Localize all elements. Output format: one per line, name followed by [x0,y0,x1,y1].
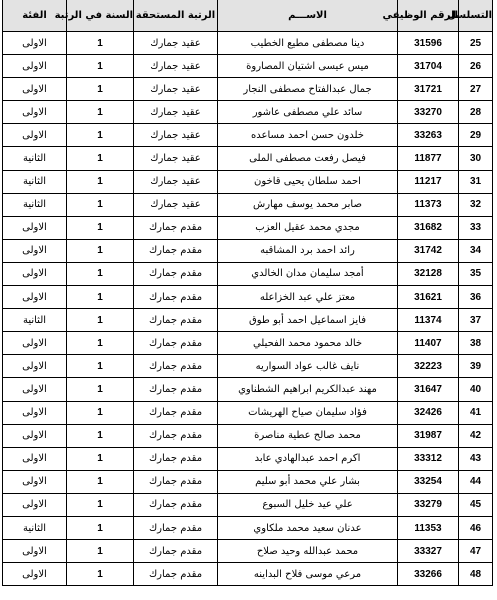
cell-name: نايف غالب عواد السواريه [218,355,398,378]
cell-name: اكرم احمد عبدالهادي عابد [218,447,398,470]
cell-year-in-rank: 1 [67,447,134,470]
cell-employee-number: 11374 [398,309,459,332]
cell-year-in-rank: 1 [67,355,134,378]
cell-rank: عقيد جمارك [134,147,218,170]
cell-seq: 32 [459,193,493,216]
cell-rank: مقدم جمارك [134,262,218,285]
cell-category: الاولى [3,447,67,470]
table-row [3,470,493,493]
cell-category: الاولى [3,32,67,55]
cell-rank: مقدم جمارك [134,239,218,262]
cell-rank: عقيد جمارك [134,101,218,124]
cell-category: الاولى [3,540,67,563]
cell-employee-number: 11877 [398,147,459,170]
table-row [3,424,493,447]
cell-seq: 26 [459,55,493,78]
cell-rank: مقدم جمارك [134,401,218,424]
cell-employee-number: 32426 [398,401,459,424]
cell-name: فيصل رفعت مصطفى الملى [218,147,398,170]
cell-rank: عقيد جمارك [134,124,218,147]
cell-year-in-rank: 1 [67,424,134,447]
table-row [3,78,493,101]
cell-seq: 45 [459,493,493,516]
cell-seq: 43 [459,447,493,470]
cell-employee-number: 11353 [398,516,459,539]
cell-year-in-rank: 1 [67,493,134,516]
cell-rank: عقيد جمارك [134,32,218,55]
cell-seq: 38 [459,332,493,355]
cell-category: الاولى [3,424,67,447]
cell-rank: مقدم جمارك [134,378,218,401]
cell-year-in-rank: 1 [67,332,134,355]
cell-employee-number: 31596 [398,32,459,55]
cell-year-in-rank: 1 [67,216,134,239]
cell-seq: 40 [459,378,493,401]
cell-year-in-rank: 1 [67,147,134,170]
table-row [3,563,493,586]
cell-category: الاولى [3,332,67,355]
cell-seq: 31 [459,170,493,193]
cell-name: محمد صالح عطية مناصرة [218,424,398,447]
cell-rank: عقيد جمارك [134,78,218,101]
cell-category: الاولى [3,355,67,378]
cell-year-in-rank: 1 [67,262,134,285]
cell-rank: مقدم جمارك [134,470,218,493]
cell-rank: مقدم جمارك [134,540,218,563]
cell-name: أمجد سليمان مدان الخالدي [218,262,398,285]
cell-seq: 29 [459,124,493,147]
table-row [3,32,493,55]
cell-seq: 48 [459,563,493,586]
cell-year-in-rank: 1 [67,239,134,262]
cell-seq: 37 [459,309,493,332]
document-page [2,0,492,600]
cell-rank: مقدم جمارك [134,563,218,586]
cell-name: مهند عبدالكريم ابراهيم الشطناوي [218,378,398,401]
cell-name: دينا مصطفى مطيع الخطيب [218,32,398,55]
cell-name: عدنان سعيد محمد ملكاوي [218,516,398,539]
cell-name: جمال عبدالفتاح مصطفى النجار [218,78,398,101]
cell-seq: 42 [459,424,493,447]
cell-name: احمد سلطان يحيى قاخون [218,170,398,193]
cell-employee-number: 33266 [398,563,459,586]
promotion-table [2,0,493,586]
cell-year-in-rank: 1 [67,470,134,493]
table-row [3,101,493,124]
cell-seq: 35 [459,262,493,285]
cell-name: رائد احمد برد المشاقبه [218,239,398,262]
table-header-row [3,0,493,32]
cell-year-in-rank: 1 [67,170,134,193]
cell-category: الثانية [3,147,67,170]
cell-category: الاولى [3,378,67,401]
table-row [3,124,493,147]
table-row [3,401,493,424]
cell-employee-number: 33279 [398,493,459,516]
cell-employee-number: 33312 [398,447,459,470]
cell-rank: عقيد جمارك [134,55,218,78]
cell-seq: 36 [459,286,493,309]
cell-name: خالد محمود محمد الفحيلي [218,332,398,355]
table-row [3,447,493,470]
table-row [3,286,493,309]
cell-category: الثانية [3,309,67,332]
cell-category: الاولى [3,124,67,147]
cell-year-in-rank: 1 [67,124,134,147]
cell-employee-number: 33254 [398,470,459,493]
cell-seq: 33 [459,216,493,239]
table-row [3,493,493,516]
cell-name: معتز علي عبد الخزاعله [218,286,398,309]
cell-seq: 41 [459,401,493,424]
table-row [3,540,493,563]
cell-name: مجدي محمد عقيل العزب [218,216,398,239]
cell-rank: مقدم جمارك [134,493,218,516]
table-row [3,193,493,216]
cell-year-in-rank: 1 [67,101,134,124]
cell-employee-number: 31621 [398,286,459,309]
cell-name: خلدون حسن احمد مساعده [218,124,398,147]
header-employee-number: الرقم الوظيفي [398,0,459,32]
cell-rank: عقيد جمارك [134,193,218,216]
cell-rank: مقدم جمارك [134,286,218,309]
cell-year-in-rank: 1 [67,563,134,586]
cell-year-in-rank: 1 [67,401,134,424]
table-row [3,239,493,262]
table-row [3,170,493,193]
cell-name: بشار علي محمد أبو سليم [218,470,398,493]
table-row [3,355,493,378]
table-row [3,262,493,285]
table-row [3,216,493,239]
cell-employee-number: 31647 [398,378,459,401]
cell-seq: 44 [459,470,493,493]
header-seq: التسلسل [459,0,493,32]
cell-employee-number: 31721 [398,78,459,101]
cell-employee-number: 33270 [398,101,459,124]
cell-seq: 27 [459,78,493,101]
cell-seq: 46 [459,516,493,539]
header-name: الاســـم [218,0,398,32]
cell-employee-number: 31987 [398,424,459,447]
cell-name: مرعي موسى فلاح البداينه [218,563,398,586]
cell-rank: مقدم جمارك [134,332,218,355]
cell-employee-number: 31704 [398,55,459,78]
cell-year-in-rank: 1 [67,309,134,332]
cell-category: الاولى [3,55,67,78]
cell-category: الاولى [3,563,67,586]
cell-category: الاولى [3,470,67,493]
cell-year-in-rank: 1 [67,516,134,539]
cell-year-in-rank: 1 [67,32,134,55]
cell-year-in-rank: 1 [67,286,134,309]
cell-name: صابر محمد يوسف مهارش [218,193,398,216]
cell-rank: عقيد جمارك [134,170,218,193]
cell-category: الاولى [3,216,67,239]
cell-employee-number: 33263 [398,124,459,147]
cell-seq: 30 [459,147,493,170]
cell-employee-number: 11407 [398,332,459,355]
cell-employee-number: 32128 [398,262,459,285]
cell-employee-number: 11373 [398,193,459,216]
cell-employee-number: 31682 [398,216,459,239]
cell-year-in-rank: 1 [67,78,134,101]
cell-employee-number: 31742 [398,239,459,262]
cell-rank: مقدم جمارك [134,424,218,447]
table-row [3,332,493,355]
cell-category: الاولى [3,493,67,516]
cell-category: الاولى [3,239,67,262]
cell-rank: مقدم جمارك [134,516,218,539]
cell-category: الاولى [3,101,67,124]
cell-category: الاولى [3,78,67,101]
cell-seq: 28 [459,101,493,124]
cell-category: الثانية [3,193,67,216]
cell-rank: مقدم جمارك [134,216,218,239]
cell-seq: 47 [459,540,493,563]
cell-seq: 39 [459,355,493,378]
header-category: الفئة [3,0,67,32]
table-row [3,55,493,78]
table-row [3,516,493,539]
table-row [3,309,493,332]
cell-category: الاولى [3,286,67,309]
cell-year-in-rank: 1 [67,540,134,563]
cell-year-in-rank: 1 [67,193,134,216]
cell-name: سائد علي مصطفى عاشور [218,101,398,124]
cell-name: ميس عيسى اشتيان المصاروة [218,55,398,78]
cell-rank: مقدم جمارك [134,355,218,378]
cell-seq: 34 [459,239,493,262]
cell-seq: 25 [459,32,493,55]
cell-employee-number: 32223 [398,355,459,378]
cell-rank: مقدم جمارك [134,309,218,332]
cell-name: محمد عبدالله وحيد صلاح [218,540,398,563]
cell-rank: مقدم جمارك [134,447,218,470]
table-row [3,378,493,401]
cell-year-in-rank: 1 [67,378,134,401]
cell-employee-number: 11217 [398,170,459,193]
cell-category: الثانية [3,516,67,539]
cell-name: علي عيد خليل السبوع [218,493,398,516]
cell-name: فايز اسماعيل احمد أبو طوق [218,309,398,332]
cell-year-in-rank: 1 [67,55,134,78]
cell-category: الاولى [3,401,67,424]
header-rank: الرتبة المستحقة [134,0,218,32]
table-row [3,147,493,170]
cell-employee-number: 33327 [398,540,459,563]
cell-category: الثانية [3,170,67,193]
header-year-in-rank: السنة في الرتبة [67,0,134,32]
cell-name: فؤاد سليمان صياح الهريشات [218,401,398,424]
cell-category: الاولى [3,262,67,285]
